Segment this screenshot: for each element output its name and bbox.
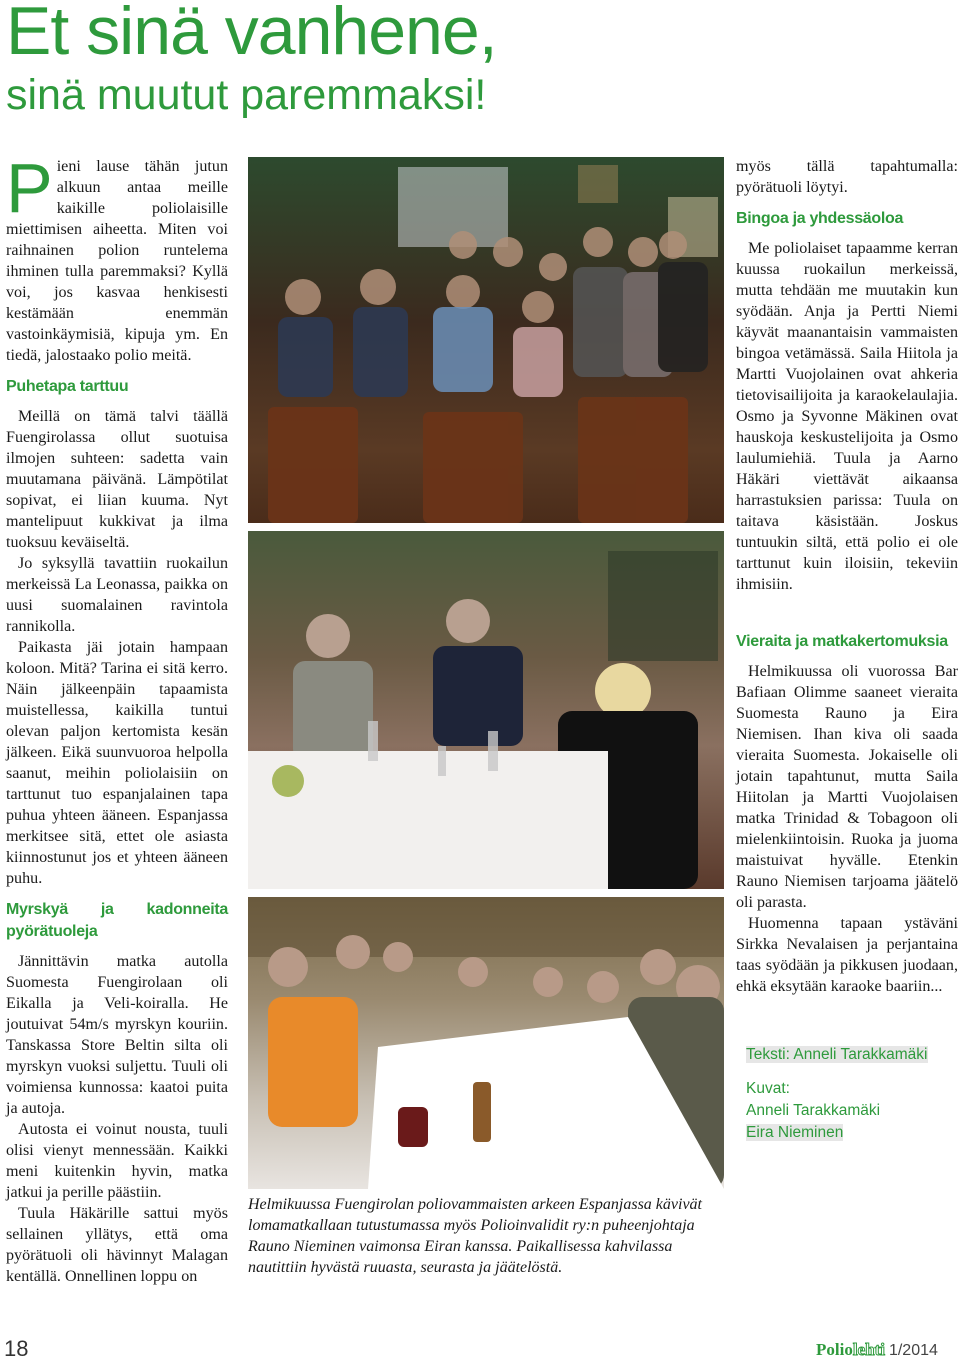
issue-number: 1/2014 bbox=[888, 1342, 938, 1359]
paragraph: myös tällä tapahtumalla: pyörätuoli löytyi. bbox=[736, 158, 958, 196]
photo-caption: Helmikuussa Fuengirolan poliovammaisten arkeen Espanjassa kävivät lomamatkallaan tutustumassa myös Poliоinvalidit ry:n puheenjohtaja Rauno Nieminen vaimonsa Eiran kanssa. Paikallisessa kahvilassa nautittiin hyvästä ruuasta, seurasta ja jäätelöstä. bbox=[248, 1196, 702, 1276]
credits-text bbox=[746, 1044, 928, 1066]
paragraph: Tuula Häkärille sattui myös sellainen yllätys, että oma pyörätuoli oli hävinnyt Malagan kentällä. Onnellinen loppu on bbox=[6, 1205, 228, 1285]
paragraph: Huomenna tapaan ystäväni Sirkka Nevalaisen ja perjantaina taas syödään ja pikkusen juodaan, ehkä eksytään karaoke baariin... bbox=[736, 915, 958, 995]
section-heading-bingoa: Bingoa ja yhdessäoloa bbox=[736, 210, 904, 227]
paragraph: Meillä on tämä talvi täällä Fuengirolassa ollut suotuisa ilmojen suhteen: sadetta vain muutamana päivänä. Lämpötilat sopivat, ei liian kuuma. Nyt mantelipuut kukkivat ja ilma tuoksuu keväiseltä. bbox=[6, 408, 228, 551]
intro-text: ieni lause tähän jutun alkuun antaa meille kaikille poliolaisille miettimisen aiheetta. Miten voi raihnainen polion runtelema ihminen tulla paremmaksi? Kyllä voi, jos kasvaa henkisesti kestämään enemmän vastoinkäymisiä, kipuja ym. En tiedä, jalostaako polio meitä. bbox=[6, 158, 228, 364]
magazine-logo-part2: lehti bbox=[852, 1340, 885, 1359]
paragraph: Paikasta jäi jotain hampaan koloon. Mitä? Tarina ei sitä kerro. Näin jälkeenpäin tapaamista muistellessa, kaikilla tuntui olevan paljon kertomista kesän jälkeen. Eikä suunvuoroa helpolla saanut, meihin poliolaisiin on tarttunut tuo espanjalainen tapa puhua yhteen ääneen. Espanjassa merkitsee sitä, ettet ole asiasta kiinnostunut jos et yhteen ääneen puhu. bbox=[6, 639, 228, 887]
restaurant-photo-2 bbox=[248, 897, 724, 1189]
credits-photos bbox=[746, 1078, 880, 1144]
restaurant-photo-illustration bbox=[248, 531, 724, 889]
section-heading-puhetapa: Puhetapa tarttuu bbox=[6, 378, 129, 395]
page-number: 18 bbox=[4, 1336, 29, 1361]
headline: Et sinä vanhene, bbox=[6, 0, 497, 69]
paragraph: Me poliolaiset tapaamme kerran kuussa ruokailun merkeissä, mutta tehdään me muutakin kun syödään. Anja ja Pertti Niemi käyvät maanantaisin vammaisten bingoa vetämässä. Saila Hiitola ja Martti Vuojolainen ovat ahkeria tietovisailijoita ja karaokelaulajia. Osmo ja Syvonne Mäkinen ovat hauskoja keskustelijoita ja Osmo laulumiehiä. Tuula ja Aarno Häkäri viettävät aikaansa harrastuksien parissa: Tuula on taitava käsistään. Joskus tuntuukin siltä, että polio ei ole tarttunut kuin iloisiin, tekeviin ihmisiin. bbox=[736, 240, 958, 593]
restaurant-photo-1 bbox=[248, 531, 724, 889]
section-heading-myrskya: Myrskyä ja kadonneita pyörätuoleja bbox=[6, 901, 228, 940]
paragraph: Jännittävin matka autolla Suomesta Fuengirolaan oli Eikalla ja Veli-koiralla. He joutuivat 54m/s myrskyn kouriin. Tanskassa Store Beltin silta oli myrskyn vuoksi suljettu. Tuuli oli voimiensa kunnossa: kaatoi puita ja autoja. bbox=[6, 953, 228, 1117]
paragraph: Helmikuussa oli vuorossa Bar Bafiaan Olimme saaneet vieraita Suomesta Rauno ja Eira Niemisen. Ihan kiva oli saada vieraita Suomesta. Jokaiselle oli jotain tapahtunut, mutta Saila Hiitolan ja Martti Vuojolaisen matka Trinidad & Tobagoon oli mielenkiintoisin. Ruoka ja juoma maistuivat hyvälle. Etenkin Rauno Niemisen tarjoama jäätelö oli parasta. bbox=[736, 663, 958, 911]
dining-table-illustration bbox=[248, 897, 724, 1189]
credits-photos-label: Kuvat: bbox=[746, 1080, 790, 1097]
dropcap: P bbox=[6, 149, 53, 227]
magazine-logo-part1: Polio bbox=[816, 1340, 853, 1359]
group-photo bbox=[248, 157, 724, 523]
magazine-footer bbox=[816, 1340, 938, 1360]
column-left bbox=[6, 149, 228, 1287]
intro-paragraph bbox=[6, 149, 228, 366]
paragraph: Autosta ei voinut nousta, tuuli olisi vienyt mennessään. Kaikki meni kuitenkin hyvin, matka jatkui ja perille päästiin. bbox=[6, 1121, 228, 1201]
photographer-1: Anneli Tarakkamäki bbox=[746, 1102, 881, 1119]
photographer-2: Eira Nieminen bbox=[746, 1124, 844, 1141]
group-photo-illustration bbox=[248, 157, 724, 523]
credits-text-label: Teksti: Anneli Tarakkamäki bbox=[746, 1046, 928, 1063]
column-right bbox=[736, 156, 958, 997]
subheadline: sinä muutut paremmaksi! bbox=[6, 71, 487, 119]
section-heading-vieraita: Vieraita ja matkakertomuksia bbox=[736, 633, 948, 650]
paragraph: Jo syksyllä tavattiin ruokailun merkeissä La Leonassa, paikka on uusi suomalainen ravintola rannikolla. bbox=[6, 555, 228, 635]
